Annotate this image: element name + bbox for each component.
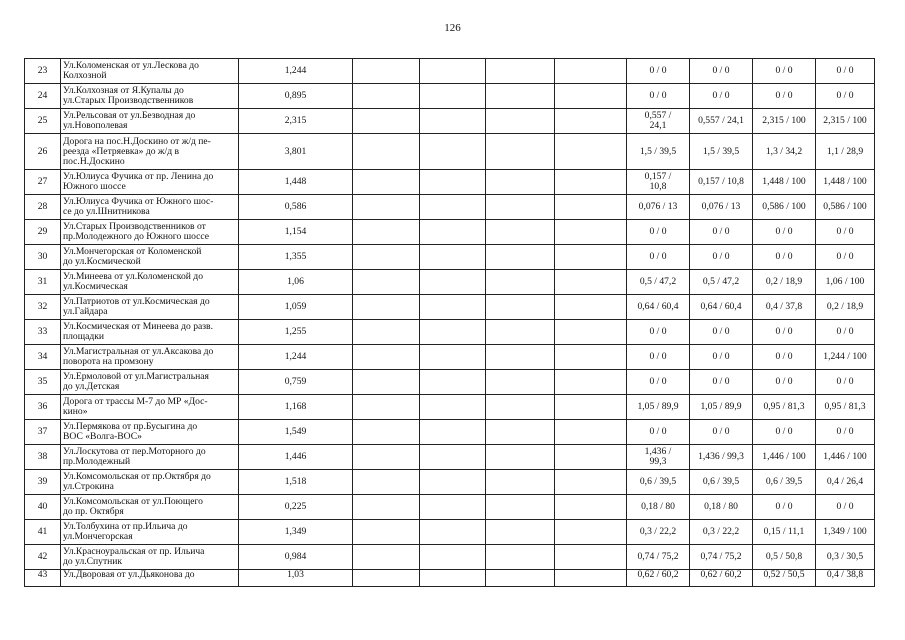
value-cell: 0,62 / 60,2 [690,570,753,587]
road-length: 0,895 [239,84,353,109]
value-cell: 1,3 / 34,2 [753,134,816,170]
page-number: 126 [444,22,461,34]
value-cell: 0,5 / 47,2 [690,270,753,295]
value-cell: 0 / 0 [753,495,816,520]
table-row [25,295,875,320]
value-cell: 1,436 / 99,3 [690,445,753,470]
empty-cell [420,84,486,109]
empty-cell [486,345,555,370]
value-cell: 0,157 / 10,8 [690,170,753,195]
empty-cell [353,195,420,220]
empty-cell [555,270,627,295]
road-name: Ул.Красноуральская от пр. Ильича до ул.Спутник [61,545,239,570]
value-cell: 0 / 0 [690,420,753,445]
value-cell: 0,74 / 75,2 [627,545,690,570]
row-number: 33 [25,320,61,345]
empty-cell [486,495,555,520]
value-cell: 0,64 / 60,4 [690,295,753,320]
value-cell: 0 / 0 [690,370,753,395]
empty-cell [420,545,486,570]
empty-cell [353,270,420,295]
empty-cell [555,570,627,587]
road-name: Дорога от трассы М-7 до МР «Дос- кино» [61,395,239,420]
road-length: 1,06 [239,270,353,295]
empty-cell [353,220,420,245]
value-cell: 0,5 / 50,8 [753,545,816,570]
row-number: 25 [25,109,61,134]
empty-cell [353,520,420,545]
row-number: 26 [25,134,61,170]
empty-cell [555,395,627,420]
road-length: 2,315 [239,109,353,134]
value-cell: 1,06 / 100 [816,270,875,295]
empty-cell [555,170,627,195]
table-row [25,270,875,295]
empty-cell [486,295,555,320]
value-cell: 0,076 / 13 [690,195,753,220]
table-row [25,134,875,170]
empty-cell [555,345,627,370]
table-row [25,420,875,445]
value-cell: 1,448 / 100 [816,170,875,195]
empty-cell [420,220,486,245]
empty-cell [555,320,627,345]
empty-cell [420,420,486,445]
row-number: 36 [25,395,61,420]
road-name: Ул.Комсомольская от пр.Октября до ул.Строкина [61,470,239,495]
empty-cell [486,170,555,195]
empty-cell [353,420,420,445]
road-length: 1,255 [239,320,353,345]
value-cell: 0,18 / 80 [627,495,690,520]
value-cell: 0,3 / 30,5 [816,545,875,570]
empty-cell [486,520,555,545]
value-cell: 0,2 / 18,9 [816,295,875,320]
value-cell: 0 / 0 [816,220,875,245]
table-row [25,245,875,270]
row-number: 43 [25,570,61,587]
empty-cell [555,195,627,220]
empty-cell [486,134,555,170]
table-row [25,109,875,134]
table-row [25,370,875,395]
value-cell: 0,95 / 81,3 [816,395,875,420]
road-length: 1,03 [239,570,353,587]
road-length: 1,355 [239,245,353,270]
road-length: 1,244 [239,59,353,84]
roads-table [24,58,875,587]
row-number: 24 [25,84,61,109]
value-cell: 0,157 / 10,8 [627,170,690,195]
value-cell: 0,95 / 81,3 [753,395,816,420]
empty-cell [555,295,627,320]
empty-cell [486,470,555,495]
empty-cell [555,134,627,170]
value-cell: 0,62 / 60,2 [627,570,690,587]
empty-cell [486,245,555,270]
empty-cell [420,570,486,587]
row-number: 29 [25,220,61,245]
row-number: 39 [25,470,61,495]
value-cell: 0,6 / 39,5 [627,470,690,495]
value-cell: 0 / 0 [627,59,690,84]
empty-cell [353,59,420,84]
empty-cell [353,170,420,195]
road-name: Ул.Магистральная от ул.Аксакова до поворота на промзону [61,345,239,370]
empty-cell [555,520,627,545]
value-cell: 0,15 / 11,1 [753,520,816,545]
value-cell: 0,6 / 39,5 [753,470,816,495]
road-name: Ул.Космическая от Минеева до разв. площадки [61,320,239,345]
row-number: 40 [25,495,61,520]
empty-cell [486,109,555,134]
value-cell: 0 / 0 [627,220,690,245]
value-cell: 2,315 / 100 [753,109,816,134]
value-cell: 0 / 0 [690,220,753,245]
table-row [25,320,875,345]
empty-cell [353,445,420,470]
empty-cell [555,495,627,520]
row-number: 34 [25,345,61,370]
row-number: 42 [25,545,61,570]
table-row [25,520,875,545]
empty-cell [486,270,555,295]
empty-cell [486,59,555,84]
road-length: 1,168 [239,395,353,420]
road-name: Дорога на пос.Н.Доскино от ж/д пе- реезда «Петряевка» до ж/д в пос.Н.Доскино [61,134,239,170]
value-cell: 0,4 / 38,8 [816,570,875,587]
value-cell: 0,3 / 22,2 [627,520,690,545]
table-row [25,395,875,420]
empty-cell [486,395,555,420]
empty-cell [420,295,486,320]
value-cell: 2,315 / 100 [816,109,875,134]
value-cell: 0,74 / 75,2 [690,545,753,570]
road-name: Ул.Лоскутова от пер.Моторного до пр.Молодежный [61,445,239,470]
road-length: 1,518 [239,470,353,495]
value-cell: 0,3 / 22,2 [690,520,753,545]
empty-cell [420,109,486,134]
empty-cell [420,134,486,170]
empty-cell [555,109,627,134]
road-name: Ул.Колхозная от Я.Купалы до ул.Старых Производственников [61,84,239,109]
value-cell: 0 / 0 [627,345,690,370]
empty-cell [420,470,486,495]
empty-cell [486,370,555,395]
empty-cell [420,520,486,545]
road-name: Ул.Коломенская от ул.Лескова до Колхозной [61,59,239,84]
road-length: 1,549 [239,420,353,445]
empty-cell [555,84,627,109]
table-row [25,195,875,220]
empty-cell [420,345,486,370]
value-cell: 0 / 0 [690,345,753,370]
empty-cell [420,245,486,270]
empty-cell [420,495,486,520]
value-cell: 1,244 / 100 [816,345,875,370]
road-name: Ул.Минеева от ул.Коломенской до ул.Космическая [61,270,239,295]
value-cell: 0 / 0 [753,220,816,245]
road-name: Ул.Патриотов от ул.Космическая до ул.Гайдара [61,295,239,320]
road-length: 0,225 [239,495,353,520]
value-cell: 0,586 / 100 [816,195,875,220]
value-cell: 1,1 / 28,9 [816,134,875,170]
road-name: Ул.Комсомольская от ул.Поющего до пр. Октября [61,495,239,520]
road-name: Ул.Старых Производственников от пр.Молодежного до Южного шоссе [61,220,239,245]
road-name: Ул.Юлиуса Фучика от Южного шос- се до ул.Шнитникова [61,195,239,220]
empty-cell [555,370,627,395]
value-cell: 1,5 / 39,5 [690,134,753,170]
empty-cell [486,84,555,109]
value-cell: 0 / 0 [816,59,875,84]
value-cell: 0,18 / 80 [690,495,753,520]
row-number: 38 [25,445,61,470]
value-cell: 0 / 0 [753,320,816,345]
value-cell: 0,6 / 39,5 [690,470,753,495]
value-cell: 0 / 0 [753,59,816,84]
value-cell: 0,5 / 47,2 [627,270,690,295]
road-name: Ул.Толбухина от пр.Ильича до ул.Мончегорская [61,520,239,545]
value-cell: 0,4 / 26,4 [816,470,875,495]
empty-cell [420,170,486,195]
road-name: Ул.Ермоловой от ул.Магистральная до ул.Детская [61,370,239,395]
road-length: 1,059 [239,295,353,320]
empty-cell [353,395,420,420]
road-length: 1,446 [239,445,353,470]
value-cell: 0,4 / 37,8 [753,295,816,320]
value-cell: 1,448 / 100 [753,170,816,195]
road-length: 0,759 [239,370,353,395]
empty-cell [420,370,486,395]
value-cell: 0 / 0 [753,245,816,270]
table-row [25,445,875,470]
value-cell: 0 / 0 [627,84,690,109]
value-cell: 0 / 0 [690,245,753,270]
value-cell: 0 / 0 [627,420,690,445]
value-cell: 0 / 0 [627,245,690,270]
empty-cell [353,295,420,320]
value-cell: 1,436 / 99,3 [627,445,690,470]
road-name: Ул.Пермякова от пр.Бусыгина до ВОС «Волга-ВОС» [61,420,239,445]
table-row [25,545,875,570]
empty-cell [420,270,486,295]
empty-cell [353,345,420,370]
road-length: 1,349 [239,520,353,545]
empty-cell [420,395,486,420]
empty-cell [486,570,555,587]
value-cell: 0 / 0 [753,345,816,370]
road-name: Ул.Рельсовая от ул.Безводная до ул.Новополевая [61,109,239,134]
value-cell: 1,349 / 100 [816,520,875,545]
table-row [25,495,875,520]
value-cell: 1,446 / 100 [753,445,816,470]
empty-cell [486,445,555,470]
value-cell: 0,64 / 60,4 [627,295,690,320]
empty-cell [353,370,420,395]
value-cell: 0 / 0 [816,320,875,345]
row-number: 32 [25,295,61,320]
empty-cell [486,545,555,570]
empty-cell [353,245,420,270]
value-cell: 0,557 / 24,1 [627,109,690,134]
value-cell: 1,05 / 89,9 [690,395,753,420]
empty-cell [353,84,420,109]
empty-cell [353,109,420,134]
row-number: 37 [25,420,61,445]
value-cell: 0 / 0 [627,370,690,395]
value-cell: 0 / 0 [753,370,816,395]
value-cell: 0 / 0 [816,495,875,520]
value-cell: 0,2 / 18,9 [753,270,816,295]
empty-cell [420,445,486,470]
road-name: Ул.Дворовая от ул.Дьяконова до [61,570,239,587]
empty-cell [420,195,486,220]
value-cell: 1,446 / 100 [816,445,875,470]
road-name: Ул.Мончегорская от Коломенской до ул.Космической [61,245,239,270]
value-cell: 0 / 0 [690,84,753,109]
road-name: Ул.Юлиуса Фучика от пр. Ленина до Южного шоссе [61,170,239,195]
empty-cell [353,134,420,170]
empty-cell [486,320,555,345]
value-cell: 0 / 0 [816,370,875,395]
row-number: 31 [25,270,61,295]
value-cell: 0 / 0 [753,84,816,109]
empty-cell [353,545,420,570]
value-cell: 0,586 / 100 [753,195,816,220]
road-length: 0,984 [239,545,353,570]
table-row [25,220,875,245]
table-row [25,84,875,109]
value-cell: 0 / 0 [627,320,690,345]
value-cell: 1,5 / 39,5 [627,134,690,170]
table-row [25,345,875,370]
value-cell: 0,076 / 13 [627,195,690,220]
table-row [25,59,875,84]
empty-cell [353,320,420,345]
row-number: 28 [25,195,61,220]
value-cell: 0 / 0 [816,420,875,445]
row-number: 23 [25,59,61,84]
empty-cell [555,245,627,270]
empty-cell [353,495,420,520]
value-cell: 0 / 0 [816,84,875,109]
empty-cell [420,59,486,84]
value-cell: 0 / 0 [816,245,875,270]
value-cell: 0 / 0 [690,59,753,84]
empty-cell [555,220,627,245]
empty-cell [486,420,555,445]
value-cell: 0,557 / 24,1 [690,109,753,134]
empty-cell [420,320,486,345]
road-length: 3,801 [239,134,353,170]
value-cell: 0 / 0 [753,420,816,445]
row-number: 30 [25,245,61,270]
empty-cell [555,420,627,445]
empty-cell [486,220,555,245]
road-length: 1,244 [239,345,353,370]
row-number: 27 [25,170,61,195]
table-row [25,470,875,495]
empty-cell [555,470,627,495]
road-length: 1,448 [239,170,353,195]
value-cell: 0 / 0 [690,320,753,345]
road-length: 1,154 [239,220,353,245]
empty-cell [353,470,420,495]
empty-cell [555,59,627,84]
row-number: 41 [25,520,61,545]
empty-cell [486,195,555,220]
row-number: 35 [25,370,61,395]
value-cell: 1,05 / 89,9 [627,395,690,420]
value-cell: 0,52 / 50,5 [753,570,816,587]
table-row [25,570,875,587]
empty-cell [555,545,627,570]
empty-cell [353,570,420,587]
road-length: 0,586 [239,195,353,220]
table-row [25,170,875,195]
empty-cell [555,445,627,470]
